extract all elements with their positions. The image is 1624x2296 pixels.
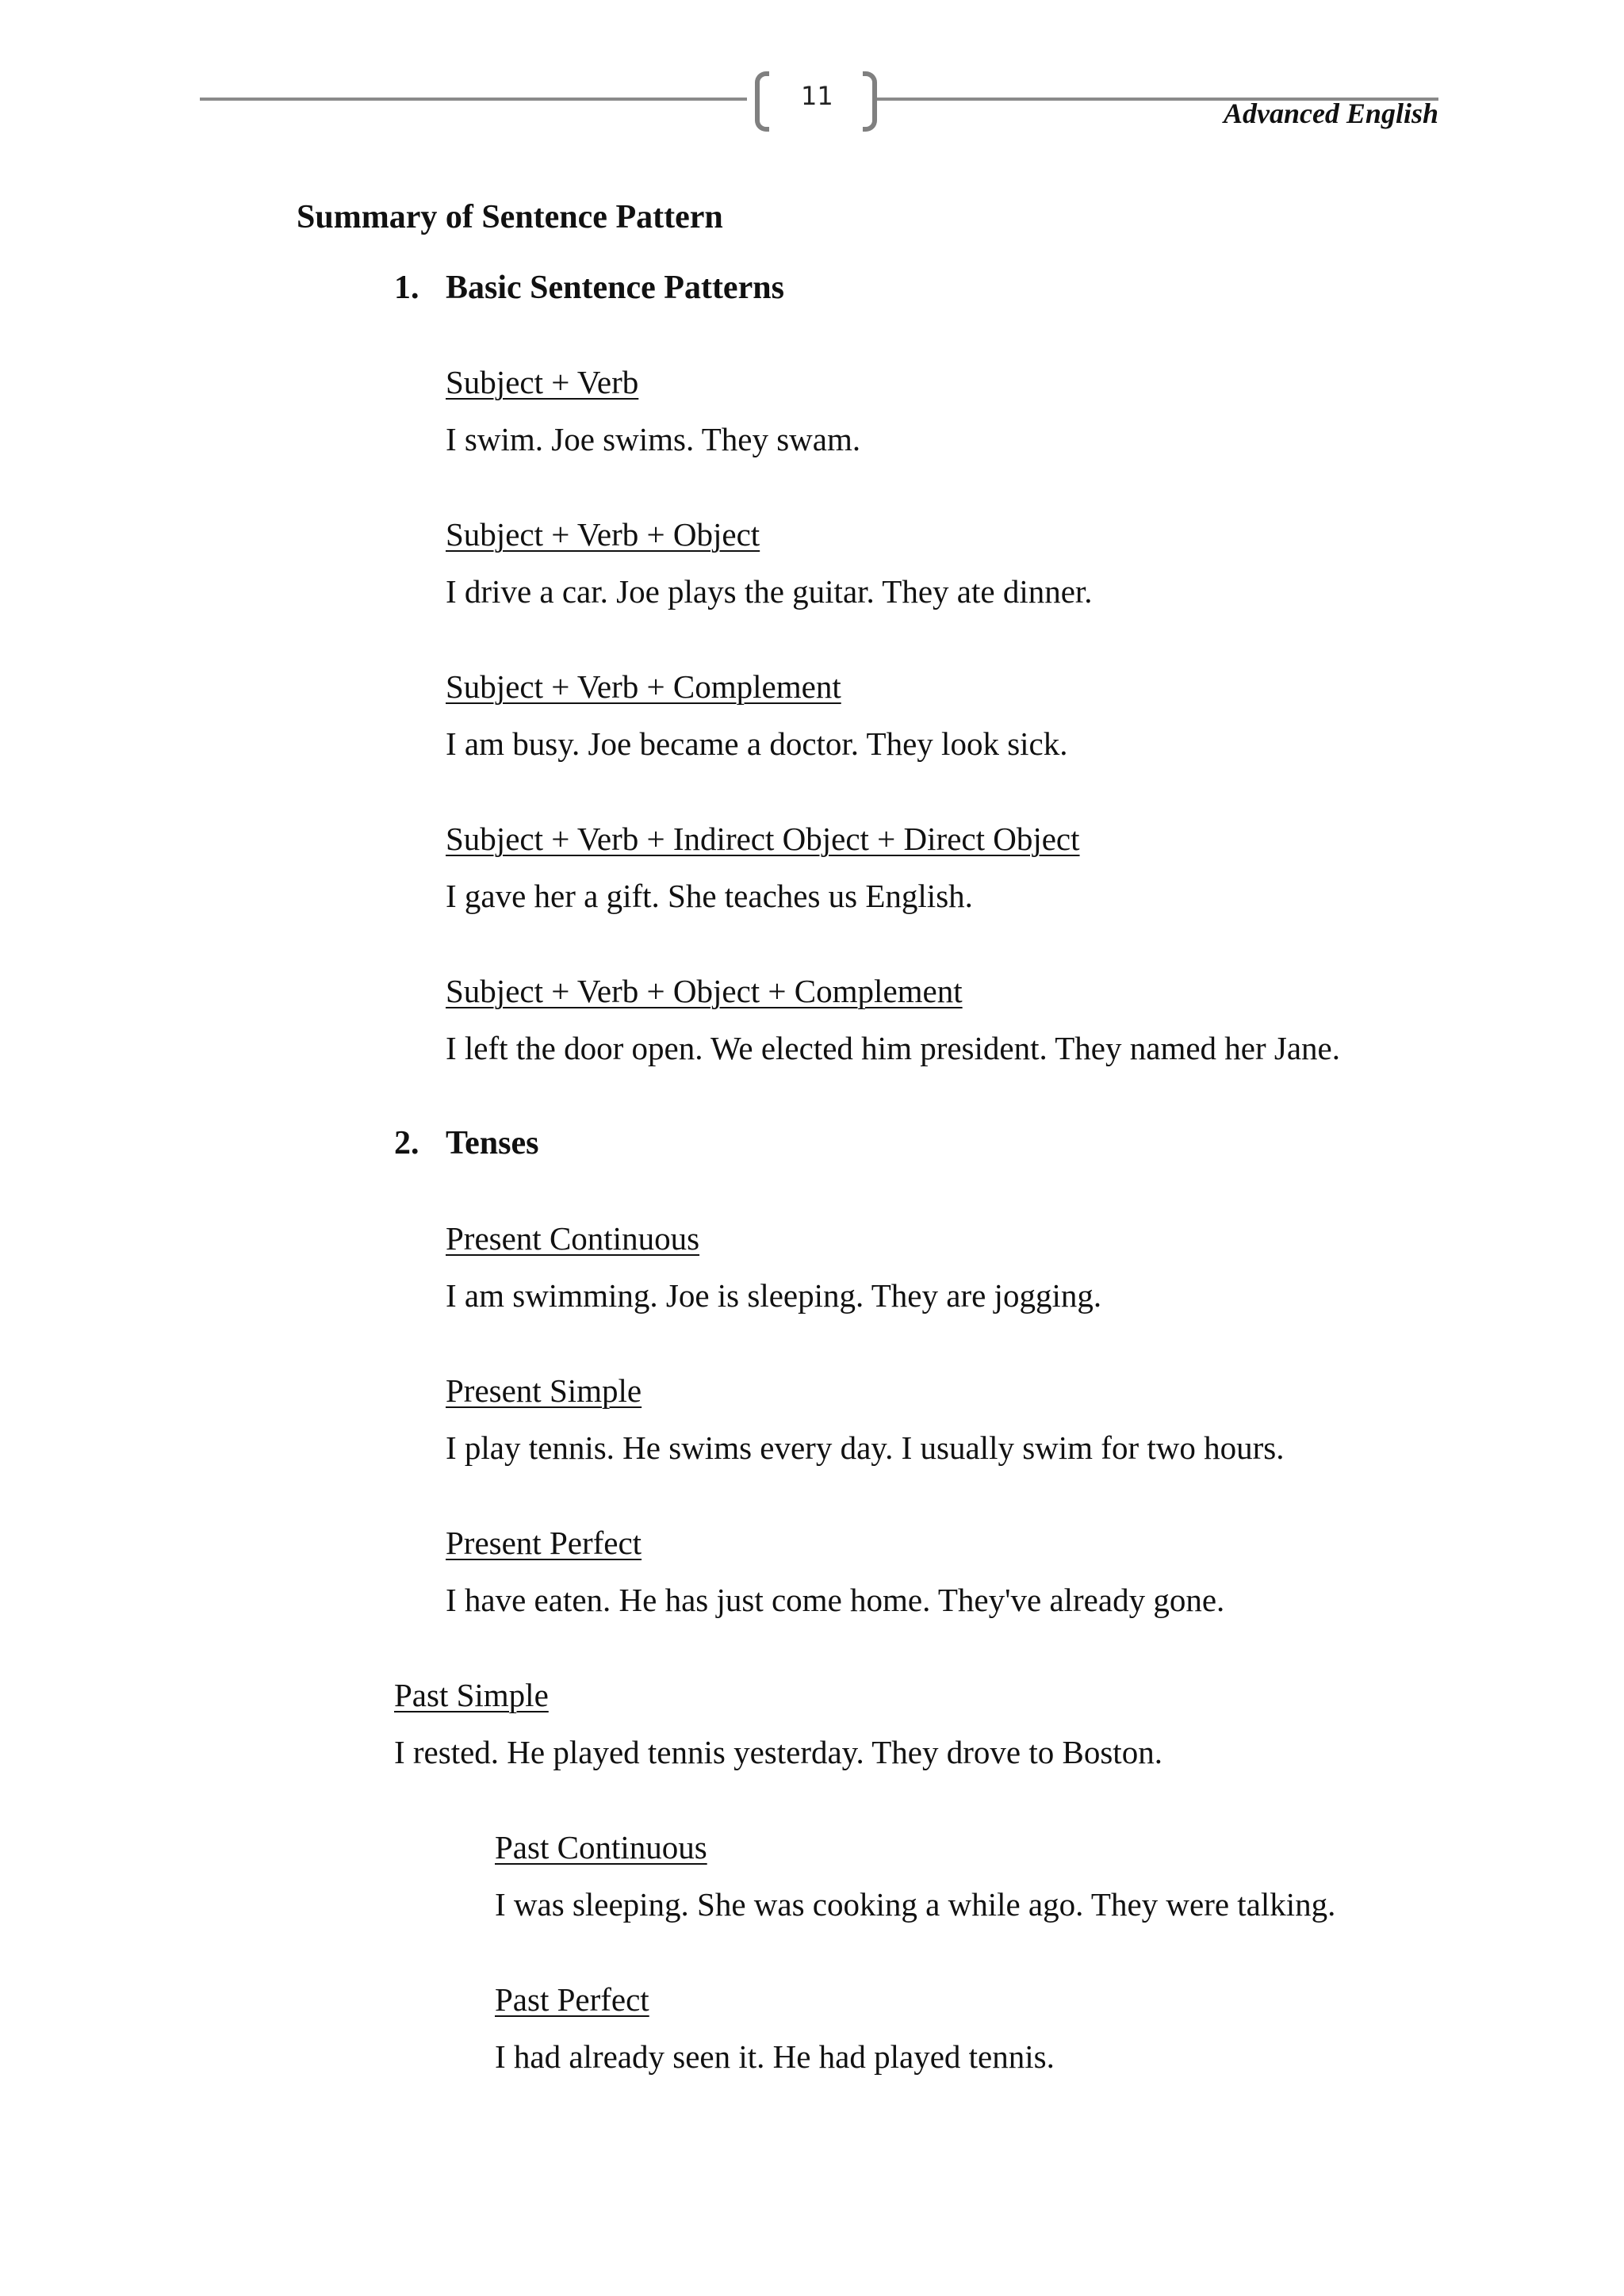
tense-label: Past Perfect (495, 1981, 649, 2018)
page-number: 11 (801, 81, 833, 111)
tense-example: I play tennis. He swims every day. I usually swim for two hours. (446, 1429, 1285, 1466)
tense-example: I had already seen it. He had played tennis. (495, 2038, 1055, 2075)
tense-label: Past Simple (394, 1677, 549, 1713)
pattern-label: Subject + Verb + Object (446, 516, 760, 553)
tense-label: Present Perfect (446, 1525, 642, 1561)
section-number: 1. (394, 270, 419, 306)
tense-example: I rested. He played tennis yesterday. They drove to Boston. (394, 1734, 1162, 1770)
pattern-example: I am busy. Joe became a doctor. They look sick. (446, 725, 1068, 762)
pattern-example: I drive a car. Joe plays the guitar. They ate dinner. (446, 573, 1093, 610)
tense-example: I have eaten. He has just come home. They've already gone. (446, 1582, 1225, 1618)
page-number-right-bracket (863, 71, 877, 132)
running-title: Advanced English (1223, 98, 1438, 129)
pattern-label: Subject + Verb + Complement (446, 668, 841, 705)
tense-example: I am swimming. Joe is sleeping. They are jogging. (446, 1277, 1102, 1314)
pattern-example: I swim. Joe swims. They swam. (446, 421, 861, 457)
tense-label: Present Simple (446, 1372, 642, 1409)
section-heading: Basic Sentence Patterns (446, 270, 784, 306)
header-rule-left (200, 98, 747, 101)
pattern-label: Subject + Verb + Indirect Object + Direct Object (446, 821, 1080, 857)
pattern-label: Subject + Verb + Object + Complement (446, 973, 963, 1009)
page-number-left-bracket (755, 71, 769, 132)
section-number: 2. (394, 1125, 419, 1161)
pattern-example: I left the door open. We elected him president. They named her Jane. (446, 1030, 1340, 1066)
tense-label: Past Continuous (495, 1829, 707, 1866)
tense-example: I was sleeping. She was cooking a while ago. They were talking. (495, 1886, 1336, 1923)
page-title: Summary of Sentence Pattern (297, 199, 723, 235)
pattern-example: I gave her a gift. She teaches us English. (446, 878, 973, 914)
pattern-label: Subject + Verb (446, 364, 639, 400)
section-heading: Tenses (446, 1125, 539, 1161)
tense-label: Present Continuous (446, 1220, 700, 1257)
